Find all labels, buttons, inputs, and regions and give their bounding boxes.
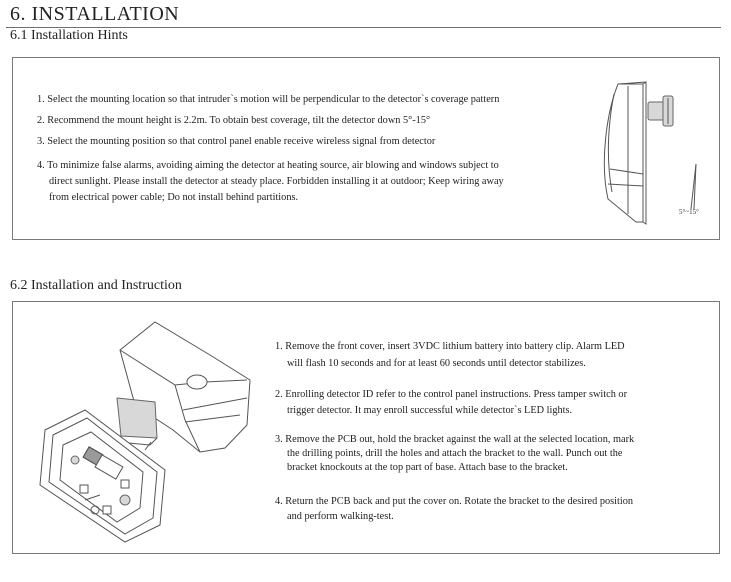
instruction-title: 6.2 Installation and Instruction: [10, 278, 182, 293]
hint-item-3: 3. Select the mounting position so that control panel enable receive wireless signal from detector: [37, 136, 436, 147]
step-4-line-2: and perform walking-test.: [287, 511, 394, 522]
hints-title: 6.1 Installation Hints: [10, 28, 128, 43]
instruction-panel: [12, 301, 720, 554]
section-heading: 6. INSTALLATION: [10, 3, 180, 25]
step-1-line-1: 1. Remove the front cover, insert 3VDC lithium battery into battery clip. Alarm LED: [275, 341, 625, 352]
hint-item-2: 2. Recommend the mount height is 2.2m. To obtain best coverage, tilt the detector down 5°-15°: [37, 115, 431, 126]
step-3-line-2: the drilling points, drill the holes and attach the bracket to the wall. Punch out the: [287, 448, 623, 459]
step-2-line-1: 2. Enrolling detector ID refer to the control panel instructions. Press tamper switch or: [275, 389, 627, 400]
step-3-line-1: 3. Remove the PCB out, hold the bracket against the wall at the selected location, mark: [275, 434, 635, 445]
step-4-line-1: 4. Return the PCB back and put the cover on. Rotate the bracket to the desired position: [275, 496, 634, 507]
step-2-line-2: trigger detector. It may enroll successful while detector`s LED lights.: [287, 405, 573, 416]
step-3-line-3: bracket knockouts at the top part of base. Attach base to the bracket.: [287, 462, 568, 473]
hint-item-4-line-2: direct sunlight. Please install the detector at steady place. Forbidden installing it at outdoor; Keep wiring away: [49, 176, 504, 187]
hint-item-4-line-3: from electrical power cable; Do not install behind partitions.: [49, 192, 299, 203]
hint-item-1: 1. Select the mounting location so that intruder`s motion will be perpendicular to the detector`s coverage pattern: [37, 94, 500, 105]
hints-panel: [12, 57, 720, 240]
detector-exploded-illustration: [25, 310, 260, 545]
tilt-angle-label: 5°~15°: [679, 208, 699, 216]
hint-item-4: 4. To minimize false alarms, avoiding aiming the detector at heating source, air blowing and windows subject to: [37, 160, 499, 171]
step-1-line-2: will flash 10 seconds and for at least 60 seconds until detector stabilizes.: [287, 358, 586, 369]
